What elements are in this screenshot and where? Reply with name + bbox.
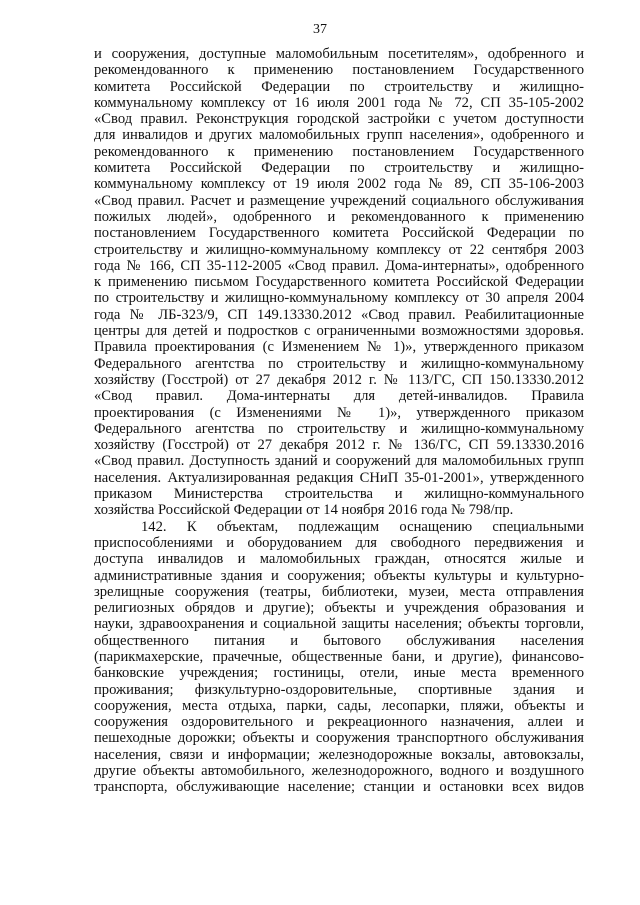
text-line: Правила проектирования (с Изменением № 1)», утвержденного приказом xyxy=(94,339,584,356)
page-number: 37 xyxy=(313,22,327,37)
text-line: проживания; физкультурно-оздоровительные, спортивные здания и xyxy=(94,681,584,698)
text-line: науки, здравоохранения и социальной защиты населения; объекты торговли, xyxy=(94,616,584,633)
text-line: населения. Актуализированная редакция СНиП 35-01-2001», утвержденного xyxy=(94,469,584,486)
text-line: 142. К объектам, подлежащим оснащению специальными xyxy=(141,518,584,535)
text-line: для инвалидов и других маломобильных групп населения», одобренного и xyxy=(94,127,584,144)
text-line: по строительству и жилищно-коммунальному комплексу от 30 апреля 2004 xyxy=(94,290,584,307)
text-line: (парикмахерские, прачечные, общественные бани, и другие), финансово- xyxy=(94,648,584,665)
text-line: пожилых людей», одобренного и рекомендованного к применению xyxy=(94,208,584,225)
text-line: «Свод правил. Реконструкция городской застройки с учетом доступности xyxy=(94,111,584,128)
text-line: «Свод правил. Расчет и размещение учреждений социального обслуживания xyxy=(94,192,584,209)
text-line: комитета Российской Федерации по строительству и жилищно- xyxy=(94,160,584,177)
text-line: проектирования (с Изменениями № 1)», утвержденного приказом xyxy=(94,404,584,421)
text-line: приспособлениями и оборудованием для свободного передвижения и xyxy=(94,534,584,551)
text-line: «Свод правил. Дома-интернаты для детей-инвалидов. Правила xyxy=(94,388,584,405)
text-line: хозяйства Российской Федерации от 14 ноября 2016 года № 798/пр. xyxy=(94,502,514,519)
text-line: комитета Российской Федерации по строительству и жилищно- xyxy=(94,78,584,95)
text-line: коммунальному комплексу от 19 июля 2002 года № 89, СП 35-106-2003 xyxy=(94,176,584,193)
text-line: банковские учреждения; гостиницы, отели, иные места временного xyxy=(94,665,584,682)
text-line: административные здания и сооружения; объекты культуры и культурно- xyxy=(94,567,584,584)
text-line: «Свод правил. Доступность зданий и сооружений для маломобильных групп xyxy=(94,453,584,470)
text-line: к применению письмом Государственного комитета Российской Федерации xyxy=(94,274,584,291)
text-line: пешеходные дорожки; объекты и сооружения транспортного обслуживания xyxy=(94,730,584,747)
text-line: рекомендованного к применению постановлением Государственного xyxy=(94,62,584,79)
text-line: и сооружения, доступные маломобильным посетителям», одобренного и xyxy=(94,46,584,62)
text-line: хозяйству (Госстрой) от 27 декабря 2012 г. № 113/ГС, СП 150.13330.2012 xyxy=(94,371,584,388)
text-line: года № 166, СП 35-112-2005 «Свод правил. Дома-интернаты», одобренного xyxy=(94,257,584,274)
text-line: сооружения оздоровительного и рекреационного назначения, аллеи и xyxy=(94,714,584,731)
text-line: постановлением Государственного комитета Российской Федерации по xyxy=(94,225,584,242)
text-line: Федерального агентства по строительству и жилищно-коммунальному xyxy=(94,420,584,437)
text-line: коммунальному комплексу от 16 июля 2001 года № 72, СП 35-105-2002 xyxy=(94,94,584,111)
text-line: другие объекты автомобильного, железнодорожного, водного и воздушного xyxy=(94,763,584,780)
text-line: доступа инвалидов и маломобильных граждан, относятся жилые и xyxy=(94,551,584,568)
text-line: центры для детей и подростков с ограниченными возможностями здоровья. xyxy=(94,323,584,340)
text-line: религиозных обрядов и другие); объекты и учреждения образования и xyxy=(94,600,584,617)
text-line: хозяйству (Госстрой) от 27 декабря 2012 г. № 136/ГС, СП 59.13330.2016 xyxy=(94,437,584,454)
text-line: транспорта, обслуживающие население; станции и остановки всех видов xyxy=(94,779,584,796)
text-line: Федерального агентства по строительству и жилищно-коммунальному xyxy=(94,355,584,372)
text-line: сооружения, места отдыха, парки, сады, лесопарки, пляжи, объекты и xyxy=(94,697,584,714)
text-line: общественного питания и бытового обслуживания населения xyxy=(94,632,584,649)
text-line: приказом Министерства строительства и жилищно-коммунального xyxy=(94,486,584,503)
text-line: населения, связи и информации; железнодорожные вокзалы, автовокзалы, xyxy=(94,746,584,763)
text-line: строительству и жилищно-коммунальному комплексу от 22 сентября 2003 xyxy=(94,241,584,258)
text-line: года № ЛБ-323/9, СП 149.13330.2012 «Свод правил. Реабилитационные xyxy=(94,306,584,323)
text-line: рекомендованного к применению постановлением Государственного xyxy=(94,143,584,160)
body-text xyxy=(94,46,584,796)
text-line: зрелищные сооружения (театры, библиотеки, музеи, места отправления xyxy=(94,583,584,600)
